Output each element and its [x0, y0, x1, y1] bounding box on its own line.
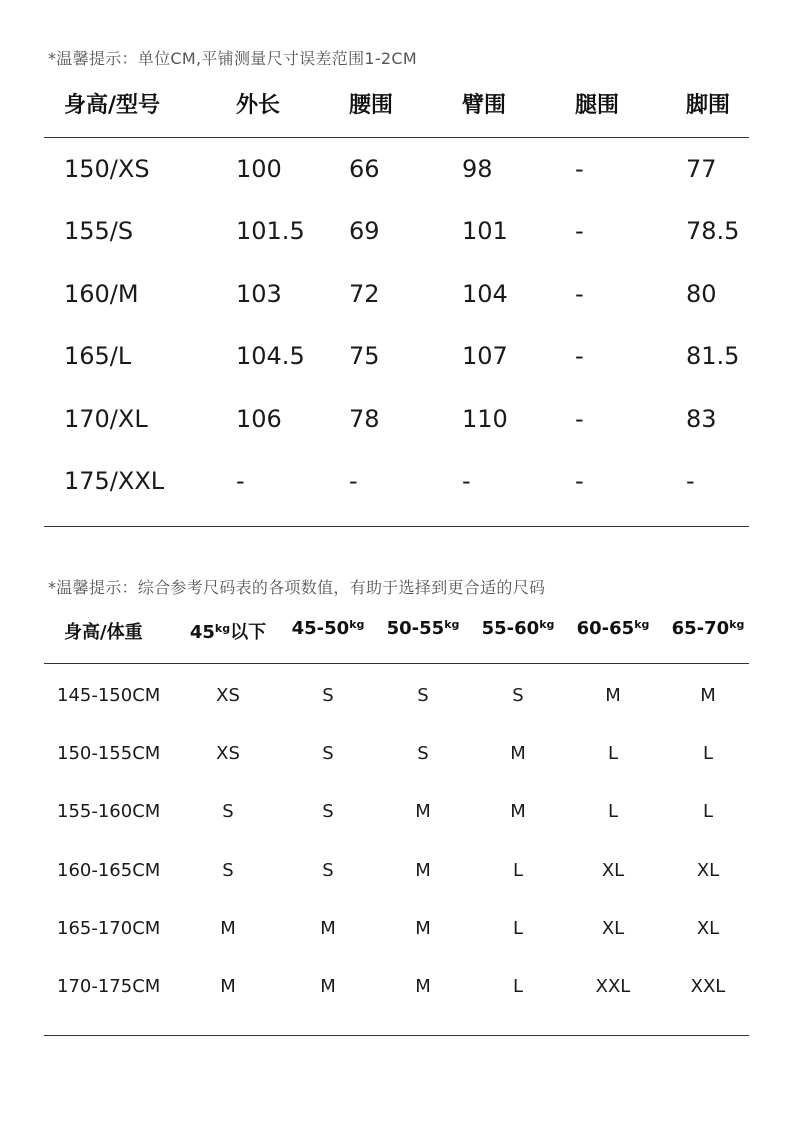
kg-unit: kg — [444, 618, 460, 631]
table-cell: 75 — [349, 342, 380, 370]
table-row — [0, 405, 790, 437]
kg-unit: kg — [214, 622, 231, 635]
table-cell: - — [686, 467, 695, 495]
table-cell: 170-175CM — [57, 976, 161, 997]
table-row — [0, 918, 790, 946]
header-weight-65-70 — [661, 618, 756, 639]
header-weight-45-below — [181, 618, 276, 644]
table-cell: 150/XS — [64, 155, 150, 183]
table-cell: M — [415, 860, 431, 881]
kg-unit: kg — [539, 618, 555, 631]
table-cell: M — [415, 801, 431, 822]
table-cell: M — [510, 801, 526, 822]
table-row — [0, 685, 790, 713]
header-weight-60-65 — [566, 618, 661, 639]
table-cell: - — [575, 217, 584, 245]
header-label: 身高/体重 — [64, 622, 143, 643]
table-row — [0, 280, 790, 312]
table-cell: S — [417, 743, 429, 764]
header-weight-50-55 — [376, 618, 471, 639]
table-cell: 165-170CM — [57, 918, 161, 939]
table-cell: - — [575, 467, 584, 495]
table-cell: - — [236, 467, 245, 495]
measure-table-header — [0, 88, 790, 120]
table-cell: 72 — [349, 280, 380, 308]
kg-unit: kg — [349, 618, 365, 631]
table-row — [0, 801, 790, 829]
table-cell: L — [702, 801, 714, 822]
table-cell: 69 — [349, 217, 380, 245]
table-cell: XL — [601, 918, 625, 939]
reference-table-bottom-divider — [44, 1035, 749, 1036]
table-cell: 165/L — [64, 342, 132, 370]
table-cell: M — [605, 685, 621, 706]
header-weight-45-50 — [281, 618, 376, 639]
table-cell: - — [575, 280, 584, 308]
table-cell: L — [512, 918, 524, 939]
table-cell: M — [415, 976, 431, 997]
reference-note: *温馨提示：综合参考尺码表的各项数值，有助于选择到更合适的尺码 — [48, 578, 546, 597]
table-cell: 160/M — [64, 280, 139, 308]
table-cell: 150-155CM — [57, 743, 161, 764]
table-cell: L — [607, 743, 619, 764]
table-cell: 110 — [462, 405, 508, 433]
table-cell: 107 — [462, 342, 508, 370]
table-cell: 103 — [236, 280, 282, 308]
table-cell: L — [607, 801, 619, 822]
table-cell: S — [322, 860, 334, 881]
header-foot: 脚围 — [686, 93, 731, 118]
table-row — [0, 155, 790, 187]
table-cell: 155-160CM — [57, 801, 161, 822]
header-label: 50-55 — [386, 618, 445, 639]
table-cell: 104.5 — [236, 342, 305, 370]
header-height-weight — [64, 618, 143, 644]
table-cell: 98 — [462, 155, 493, 183]
table-cell: 66 — [349, 155, 380, 183]
table-cell: S — [417, 685, 429, 706]
table-cell: 78.5 — [686, 217, 740, 245]
table-cell: S — [322, 743, 334, 764]
table-cell: 101.5 — [236, 217, 305, 245]
header-height-size: 身高/型号 — [64, 93, 161, 118]
table-cell: - — [575, 342, 584, 370]
table-cell: 77 — [686, 155, 717, 183]
table-cell: M — [220, 976, 236, 997]
header-label: 55-60 — [481, 618, 540, 639]
header-label: 45 — [189, 622, 215, 643]
table-cell: L — [512, 976, 524, 997]
table-cell: 160-165CM — [57, 860, 161, 881]
table-cell: S — [322, 801, 334, 822]
table-cell: 81.5 — [686, 342, 740, 370]
header-label: 45-50 — [291, 618, 350, 639]
header-label: 65-70 — [671, 618, 730, 639]
measure-table-bottom-divider — [44, 526, 749, 527]
kg-unit: kg — [634, 618, 650, 631]
table-cell: S — [222, 801, 234, 822]
table-row — [0, 467, 790, 499]
table-cell: 155/S — [64, 217, 134, 245]
table-cell: 104 — [462, 280, 508, 308]
table-row — [0, 860, 790, 888]
table-cell: 80 — [686, 280, 717, 308]
table-cell: L — [512, 860, 524, 881]
table-cell: XS — [216, 685, 240, 706]
table-row — [0, 743, 790, 771]
table-cell: M — [220, 918, 236, 939]
table-cell: 101 — [462, 217, 508, 245]
header-outer-length: 外长 — [236, 93, 281, 118]
table-cell: S — [322, 685, 334, 706]
table-cell: 170/XL — [64, 405, 148, 433]
header-label: 60-65 — [576, 618, 635, 639]
table-row — [0, 217, 790, 249]
measurement-note: *温馨提示：单位CM,平铺测量尺寸误差范围1-2CM — [48, 49, 417, 68]
table-cell: M — [320, 976, 336, 997]
table-cell: 106 — [236, 405, 282, 433]
header-suffix: 以下 — [230, 622, 267, 643]
reference-table-header-divider — [44, 663, 749, 664]
table-cell: - — [575, 405, 584, 433]
table-cell: - — [575, 155, 584, 183]
table-cell: M — [700, 685, 716, 706]
table-cell: XL — [696, 918, 720, 939]
table-cell: M — [320, 918, 336, 939]
table-cell: S — [222, 860, 234, 881]
header-arm: 臂围 — [462, 93, 507, 118]
kg-unit: kg — [729, 618, 745, 631]
reference-table-header — [0, 618, 790, 646]
table-cell: XS — [216, 743, 240, 764]
table-cell: 78 — [349, 405, 380, 433]
table-cell: L — [702, 743, 714, 764]
table-cell: - — [462, 467, 471, 495]
table-cell: S — [512, 685, 524, 706]
table-cell: M — [415, 918, 431, 939]
measure-table-header-divider — [44, 137, 749, 138]
header-leg: 腿围 — [575, 93, 620, 118]
table-cell: 145-150CM — [57, 685, 161, 706]
header-waist: 腰围 — [349, 93, 394, 118]
header-weight-55-60 — [471, 618, 566, 639]
table-cell: XL — [696, 860, 720, 881]
table-cell: XL — [601, 860, 625, 881]
table-cell: XXL — [595, 976, 631, 997]
table-cell: XXL — [690, 976, 726, 997]
table-row — [0, 342, 790, 374]
table-cell: 100 — [236, 155, 282, 183]
table-cell: 175/XXL — [64, 467, 165, 495]
table-cell: M — [510, 743, 526, 764]
table-cell: 83 — [686, 405, 717, 433]
table-row — [0, 976, 790, 1004]
table-cell: - — [349, 467, 358, 495]
